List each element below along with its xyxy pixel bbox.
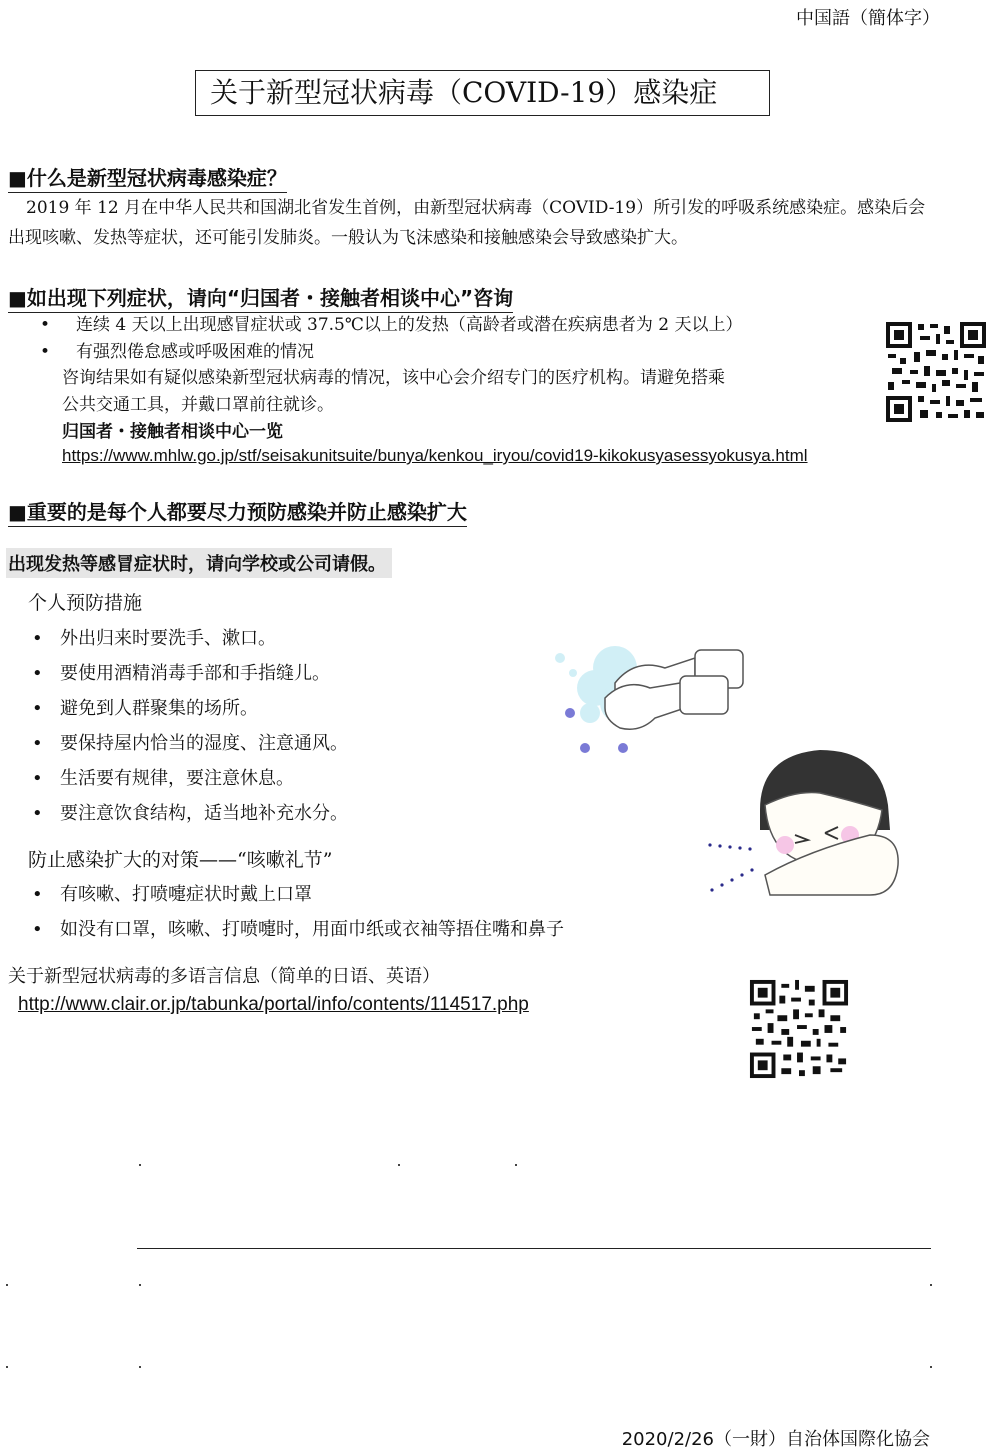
bullet-icon: • [32,919,43,940]
speck [930,1366,932,1368]
consult-center-list-title: 归国者・接触者相谈中心一览 [62,422,283,442]
bullet-icon: • [40,342,51,362]
language-label: 中国語（簡体字） [796,8,940,29]
section-what-is-body: 2019 年 12 月在中华人民共和国湖北省发生首例，由新型冠状病毒（COVID-19）所引发的呼吸系统感染症。感染后会出现咳嗽、发热等症状，还可能引发肺炎。一般认为飞沫感染和接触感染会导致感染扩大。 [8,198,926,248]
sick-leave-highlight: 出现发热等感冒症状时，请向学校或公司请假。 [6,548,392,578]
list-item: • 连续 4 天以上出现感冒症状或 37.5℃以上的发热（高龄者或潜在疾病患者为 2 天以上） [40,311,743,339]
multilingual-info-title: 关于新型冠状病毒的多语言信息（简单的日语、英语） [8,966,440,987]
list-item: • 要使用酒精消毒手部和手指缝儿。 [32,663,330,684]
list-item: • 要注意饮食结构，适当地补充水分。 [32,803,348,824]
multilingual-info-link[interactable]: http://www.clair.or.jp/tabunka/portal/info/contents/114517.php [18,994,529,1015]
speck [6,1284,8,1286]
speck [139,1366,141,1368]
bullet-icon: • [40,315,51,335]
bullet-icon: • [32,663,43,684]
bullet-icon: • [32,884,43,905]
personal-measures-title: 个人预防措施 [28,592,143,614]
coughing-child-illustration-icon [700,735,905,910]
list-item: • 如没有口罩，咳嗽、打喷嚏时，用面巾纸或衣袖等捂住嘴和鼻子 [32,919,564,940]
page-title: 关于新型冠状病毒（COVID-19）感染症 [195,70,770,116]
consult-note-line: 咨询结果如有疑似感染新型冠状病毒的情况，该中心会介绍专门的医疗机构。请避免搭乘 [62,368,725,388]
list-item: • 有咳嗽、打喷嚏症状时戴上口罩 [32,884,312,905]
section-heading-prevention: ■重要的是每个人都要尽力预防感染并防止感染扩大 [8,496,467,527]
speck [930,1284,932,1286]
bullet-icon: • [32,733,43,754]
qr-code-icon [748,978,850,1080]
qr-code-icon [884,320,988,424]
bullet-icon: • [32,803,43,824]
speck [139,1284,141,1286]
bullet-icon: • [32,628,43,649]
bullet-icon: • [32,698,43,719]
list-item: • 外出归来时要洗手、漱口。 [32,628,276,649]
consult-center-link[interactable]: https://www.mhlw.go.jp/stf/seisakunitsuite/bunya/kenkou_iryou/covid19-kikokusyasessyokusya.html [62,446,808,465]
divider [137,1248,931,1249]
speck [515,1164,517,1166]
speck [139,1164,141,1166]
section-heading-consult: ■如出现下列症状，请向“归国者・接触者相谈中心”咨询 [8,282,513,313]
publisher-footer: 2020/2/26（一財）自治体国際化協会 [621,1429,930,1450]
consult-note-line: 公共交通工具，并戴口罩前往就诊。 [62,395,334,415]
speck [398,1164,400,1166]
list-item: • 生活要有规律，要注意休息。 [32,768,294,789]
list-item: • 要保持屋内恰当的湿度、注意通风。 [32,733,348,754]
section-heading-what-is: ■什么是新型冠状病毒感染症？ [8,162,287,193]
list-item: • 避免到人群聚集的场所。 [32,698,258,719]
speck [6,1366,8,1368]
list-item: • 有强烈倦怠感或呼吸困难的情况 [40,338,314,366]
bullet-icon: • [32,768,43,789]
cough-etiquette-title: 防止感染扩大的对策——“咳嗽礼节” [28,849,333,871]
